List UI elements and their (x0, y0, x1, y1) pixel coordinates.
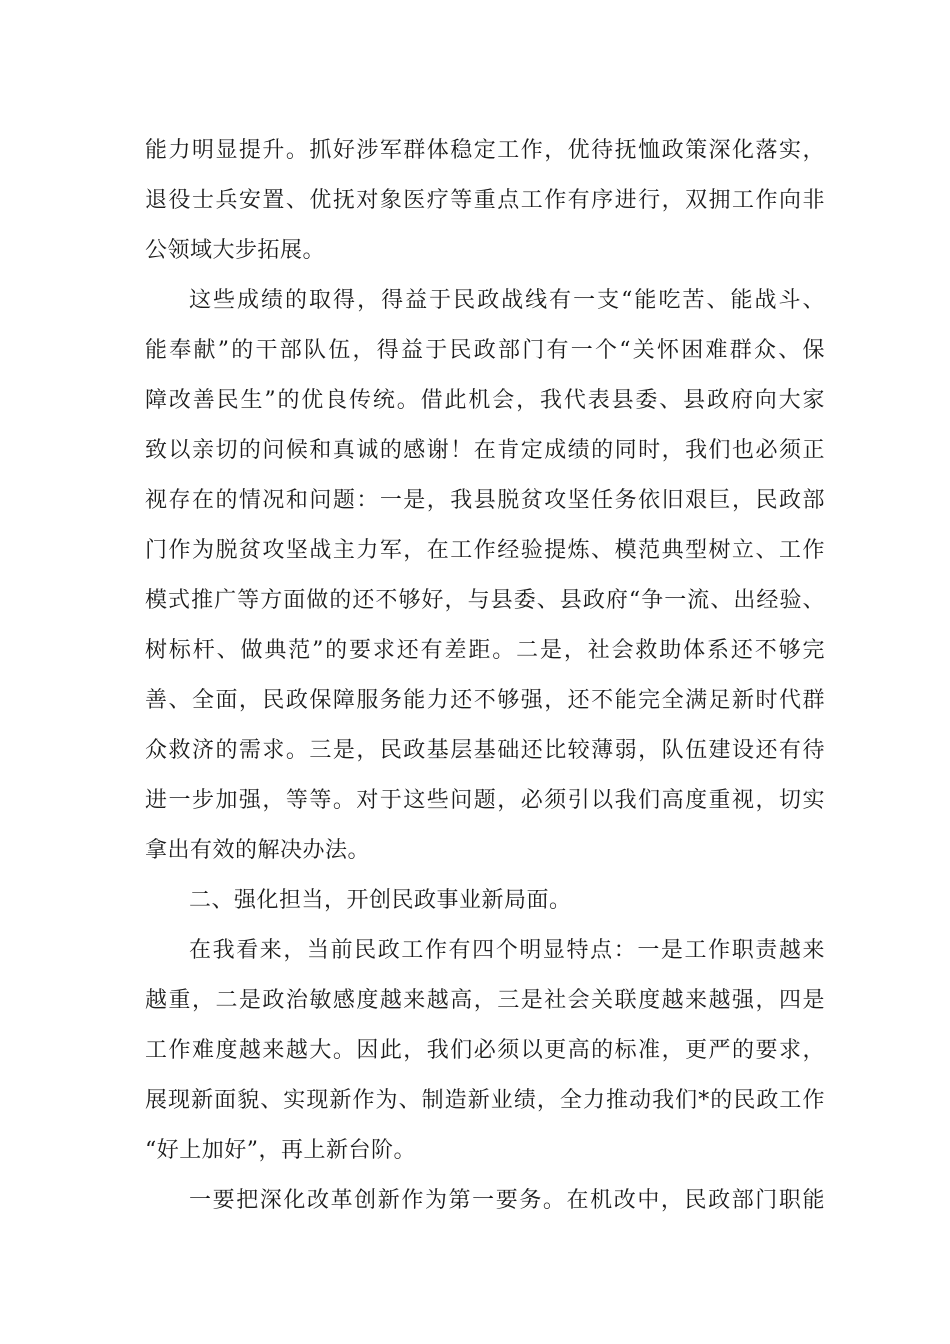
text-line: 公领域大步拓展。 (145, 238, 326, 263)
text-line: 一要把深化改革创新作为第一要务。在机改中，民政部门职能 (189, 1188, 825, 1213)
text-line: 工作难度越来越大。因此，我们必须以更高的标准，更严的要求， (145, 1038, 825, 1063)
text-line: “好上加好”，再上新台阶。 (145, 1138, 416, 1163)
text-line: 展现新面貌、实现新作为、制造新业绩，全力推动我们*的民政工作 (145, 1088, 825, 1113)
text-line: 善、全面，民政保障服务能力还不够强，还不能完全满足新时代群 (145, 688, 825, 713)
text-line: 模式推广等方面做的还不够好，与县委、县政府“争一流、出经验、 (145, 588, 825, 613)
text-line: 越重，二是政治敏感度越来越高，三是社会关联度越来越强，四是 (145, 988, 825, 1013)
text-line: 致以亲切的问候和真诚的感谢！在肯定成绩的同时，我们也必须正 (145, 438, 825, 463)
text-line: 众救济的需求。三是，民政基层基础还比较薄弱，队伍建设还有待 (145, 738, 825, 763)
text-line: 树标杆、做典范”的要求还有差距。二是，社会救助体系还不够完 (145, 638, 825, 663)
text-line: 进一步加强，等等。对于这些问题，必须引以我们高度重视，切实 (145, 788, 825, 813)
text-line: 门作为脱贫攻坚战主力军，在工作经验提炼、模范典型树立、工作 (145, 538, 825, 563)
text-line: 视存在的情况和问题：一是，我县脱贫攻坚任务依旧艰巨，民政部 (145, 488, 825, 513)
text-line: 能力明显提升。抓好涉军群体稳定工作，优待抚恤政策深化落实， (145, 138, 825, 163)
text-line: 这些成绩的取得，得益于民政战线有一支“能吃苦、能战斗、 (189, 288, 825, 313)
text-line: 在我看来，当前民政工作有四个明显特点：一是工作职责越来 (189, 938, 825, 963)
text-line: 拿出有效的解决办法。 (145, 838, 371, 863)
text-line: 二、强化担当，开创民政事业新局面。 (189, 888, 572, 913)
document-body (145, 126, 825, 1226)
text-line: 能奉献”的干部队伍，得益于民政部门有一个“关怀困难群众、保 (145, 338, 825, 363)
text-line: 退役士兵安置、优抚对象医疗等重点工作有序进行，双拥工作向非 (145, 188, 825, 213)
text-line: 障改善民生”的优良传统。借此机会，我代表县委、县政府向大家 (145, 388, 825, 413)
